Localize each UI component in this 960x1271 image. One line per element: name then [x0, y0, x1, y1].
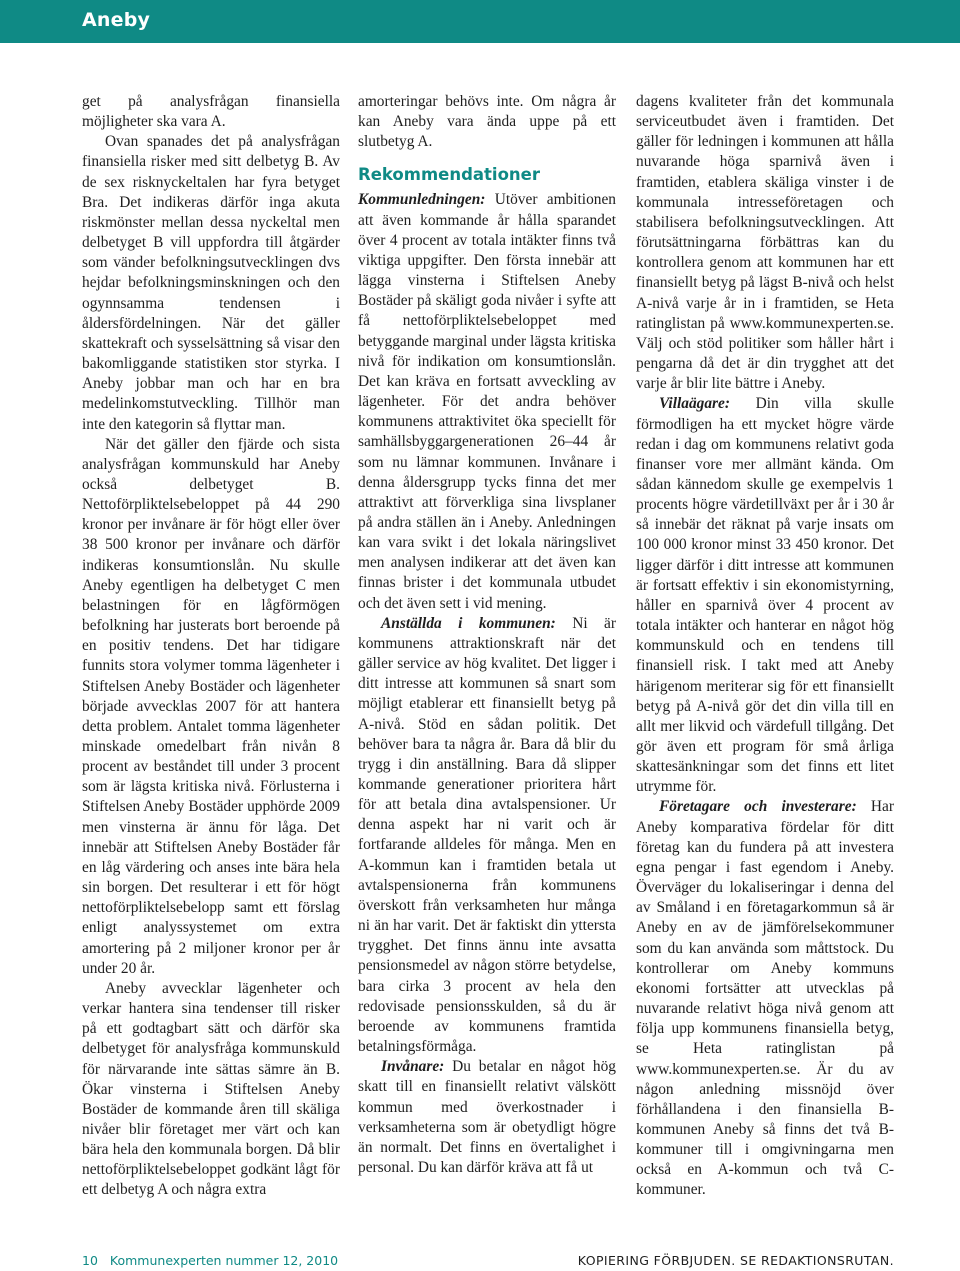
lead-term: Anställda i kommunen: — [381, 614, 556, 632]
paragraph — [636, 797, 894, 1200]
lead-term: Invånare: — [381, 1058, 445, 1076]
paragraph-text: Har Aneby komparativa fördelar för ditt företag kan du fundera på att investera egna pengar i fast egendom i Aneby. Överväger du lokaliseringar i denna del av Småland i en företagarkommun så är Aneby en av de jämförelsekommuner som du kan använda som måttstock. Du kontrollerar om Aneby kommuns ekonomi fortsätter att utvecklas på nuvarande relativt höga nivå genom att följa upp kommunens finansiella betyg, se Heta ratinglistan på www.kommunexperten.se. Är du av någon anledning missnöjd över förhållandena i den finansiella B-kommunen Aneby så finns det två B-kommuner till i omgivningarna men också en A-kommun och två C-kommuner. — [636, 798, 894, 1199]
paragraph — [358, 1057, 616, 1178]
footer-publication-info — [82, 1253, 338, 1268]
paragraph-text: Utöver ambitionen att även kommande år hålla sparandet över 4 procent av totala intäkter finns två viktiga uppgifter. Den första innebär att lägga vinsterna i Stiftelsen Aneby Bostäder på skäligt goda nivåer i syfte att få nettoförpliktelsebeloppet med betyggande marginal under lägsta kritiska nivå för indikation om konsumtionslån. Det kan kräva en fortsatt avveckling av lägenheter. För det andra behöver kommunens attraktivitet öka speciellt för samhällsbyggargenerationen 26–44 år som nu lämnar kommunen. Invånare i denna åldersgrupp tycks finna det mer attraktivt att förverkliga sina livsplaner på andra ställen än i Aneby. Anledningen kan vara svikt i det lokala näringslivet men analysen indikerar att det även kan finnas brister i det kommunala utbudet och det även sett i vid mening. — [358, 191, 616, 612]
copyright-notice: KOPIERING FÖRBJUDEN. SE REDAKTIONSRUTAN. — [577, 1253, 894, 1268]
paragraph: När det gäller den fjärde och sista analysfrågan kommunskuld har Aneby också delbetyget B. Nettoförpliktelsebeloppet på 44 290 kronor per invånare är för högt eller över 38 500 kronor per invånare och därför indikeras konsumtionslån. Nu skulle Aneby egentligen ha delbetyget C men belastningen för en lågförmögen befolkning har justerats bort beroende på en positiv tendens. Det har tidigare funnits stora volymer tomma lägenheter i Stiftelsen Aneby Bostäder och lägenheter började avvecklas 2007 för att hantera detta problem. Antalet tomma lägenheter minskade omedelbart från nivån 8 procent av beståndet till under 3 procent som är lägsta kritiska nivå. Förlusterna i Stiftelsen Aneby Bostäder upphörde 2009 men vinsterna är ännu för låga. Det innebär att Stiftelsen Aneby Bostäder får en låg värdering och anses inte bära hela sin borgen. Det resulterar i ett för högt nettoförpliktelsebelopp samt ett förslag enligt analyssystemet om extra amortering på 2 miljoner kronor per år under 20 år. — [82, 435, 340, 977]
page-number: 10 — [82, 1253, 98, 1268]
paragraph: dagens kvaliteter från det kommunala serviceutbudet även i framtiden. Det gäller för ledningen i kommunen att hålla nuvarande höga sparnivå även i framtiden, etablera skäliga vinster i de kommunala intresseföretagen och stabilisera befolkningsutvecklingen. Att förutsättningarna förbättras kan du kontrollera genom att kommunen har ett finansiellt betyg på lägst B-nivå och helst A-nivå varje år in i framtiden, se Heta ratinglistan på www.kommunexperten.se. Välj och stöd politiker som håller hårt i pengarna då det är din trygghet att det varje år blir lite bättre i Aneby. — [636, 93, 894, 393]
paragraph-text: Din villa skulle förmodligen ha ett mycket högre värde redan i dag om kommunens relativt goda finanser vore mer allmänt kända. Om sådan kännedom skulle ge exempelvis 1 procents högre värdetillväxt per år i 30 år så innebär det räknat på varje insats om 100 000 kronor minst 33 450 kronor. Det ligger därför i ditt intresse att kommunen är fortsatt effektiv i sin ekonomistyrning, håller en sparnivå över 4 procent av totala intäkter och hanterar en något hög kommunskuld och en tendens till finansiell risk. I takt med att Aneby härigenom meriterar sig för ett finansiellt betyg på A-nivå gör det din villa till en allt mer likvid och värdefull tillgång. Det gör även ett program för små årliga skattesänkningar som det finns ett litet utrymme för. — [636, 395, 894, 796]
column-2 — [358, 92, 616, 1178]
paragraph — [358, 614, 616, 1057]
paragraph: amorteringar behövs inte. Om några år kan Aneby vara ända uppe på ett slutbetyg A. — [358, 93, 616, 151]
paragraph-text: Ni är kommunens attraktionskraft när det gäller service av hög kvalitet. Det ligger i ditt intresse att kommunen så snart som möjligt etablerar ett finansiellt betyg på A-nivå. Stöd en sådan politik. Det behöver bara ta några år. Bara då blir du trygg i din anställning. Bara då slipper kommande generationer prioritera hårt för att betala dina avtalspensioner. Ur denna aspekt har ni varit och är fortfarande alldeles för många. Men en A-kommun kan i framtiden betala ut avtalspensionerna från kommunens överskott från verksamheten hur många ni än har varit. Det är faktiskt din yttersta trygghet. Det finns ännu inte avsatta pensionsmedel av någon större betydelse, bara cirka 3 procent av hela den redovisade pensionsskulden, så du är beroende av kommunens framtida betalningsförmåga. — [358, 614, 616, 1056]
section-heading: Rekommendationer — [358, 165, 540, 185]
publication-name: Kommunexperten nummer 12, 2010 — [109, 1253, 339, 1268]
paragraph: Ovan spanades det på analysfrågan finansiella risker med sitt delbetyg B. Av de sex risknyckeltalen har fyra betyget Bra. Det indikeras därför inga akuta riskmönster mellan dessa nyckeltal men delbetyget B vill uppfordra till åtgärder som vänder befolkningsutvecklingen dvs hejdar befolkningsminskningen och den ogynnsamma tendensen i åldersfördelningen. När det gäller skattekraft och sysselsättning så visar den bakomliggande statistiken stor styrka. I Aneby jobbar man och har en bra medelinkomstutveckling. Tillhör man inte den kategorin så flyttar man. — [82, 133, 340, 433]
lead-term: Företagare och investerare: — [659, 798, 857, 816]
header-bar — [0, 0, 960, 43]
paragraph: Aneby avvecklar lägenheter och verkar hantera sina tendenser till risker på ett godtagbart sätt och därför ska delbetyget för analysfråga kommunskuld för närvarande inte sättas sämre än B. Ökar vinsterna i Stiftelsen Aneby Bostäder de kommande åren till skäliga nivåer blir företaget mer värt och kan bära hela den kommunala borgen. Då blir nettoförpliktelsebeloppet godkänt lågt för ett delbetyg A och några extra — [82, 979, 340, 1199]
column-3 — [636, 92, 894, 1201]
lead-term: Kommunledningen: — [358, 191, 486, 209]
column-1 — [82, 92, 340, 1201]
lead-term: Villaägare: — [659, 395, 730, 413]
paragraph — [636, 394, 894, 797]
paragraph — [358, 190, 616, 613]
paragraph: get på analysfrågan finansiella möjligheter ska vara A. — [82, 93, 340, 131]
page-title: Aneby — [82, 9, 151, 31]
page-footer — [82, 1253, 894, 1271]
paragraph-text: Du betalar en något hög skatt till en finansiellt relativt välskött kommun med överkostnader i verksamheterna som är obetydligt högre än normalt. Det finns en övertalighet i personal. Du kan därför kräva att få ut — [358, 1058, 616, 1176]
